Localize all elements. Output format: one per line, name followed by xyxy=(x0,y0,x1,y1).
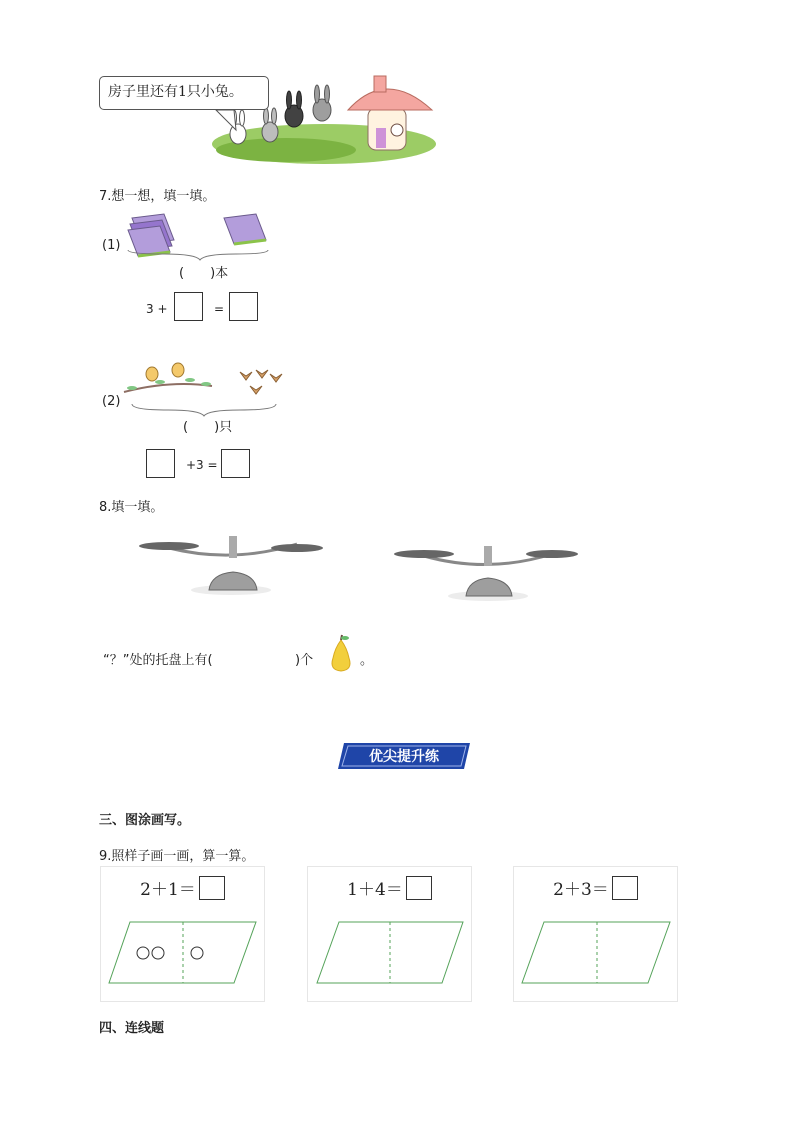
bird-icon xyxy=(146,367,158,381)
q9-equation-3: 2＋3＝ xyxy=(553,880,609,900)
q7-part1-label: (1) xyxy=(102,238,121,253)
circle xyxy=(137,947,149,959)
books-illustration xyxy=(124,210,274,262)
speech-bubble: 房子里还有1只小兔。 xyxy=(99,76,269,110)
q7-part1-unit: ( )本 xyxy=(179,266,229,281)
q7-part2-unit: ( )只 xyxy=(183,420,233,435)
q9-panel-2 xyxy=(307,866,472,1002)
q7-eq1-box2[interactable] xyxy=(229,292,258,321)
circle xyxy=(152,947,164,959)
q7-eq2-box2[interactable] xyxy=(221,449,250,478)
q7-title: 7.想一想，填一填。 xyxy=(99,189,216,204)
banner-title: 优尖提升练 xyxy=(369,749,439,765)
q7-eq2-mid: +3 = xyxy=(186,458,218,472)
q7-eq2-box1[interactable] xyxy=(146,449,175,478)
section4-heading: 四、连线题 xyxy=(99,1021,165,1036)
section3-heading: 三、图涂画写。 xyxy=(99,813,191,828)
pear-icon xyxy=(327,634,355,674)
q9-panel-1 xyxy=(100,866,265,1002)
q9-panel-3 xyxy=(513,866,678,1002)
q8-title: 8.填一填。 xyxy=(99,500,164,515)
q9-equation-1: 2＋1＝ xyxy=(140,880,196,900)
q7-eq1-box1[interactable] xyxy=(174,292,203,321)
q7-eq1-prefix: 3 + xyxy=(146,302,168,316)
book-icon xyxy=(224,214,266,244)
circle xyxy=(191,947,203,959)
q8-answer-end: 。 xyxy=(360,653,374,668)
q7-eq1-equals: = xyxy=(214,302,225,316)
birds-illustration xyxy=(120,358,285,418)
parallelogram xyxy=(522,922,670,983)
balance-scale-left xyxy=(135,532,335,598)
q8-answer-prefix: “？”处的托盘上有( xyxy=(103,653,213,668)
q7-part2-label: (2) xyxy=(102,394,121,409)
balance-scale-right xyxy=(390,544,590,604)
q9-equation-2: 1＋4＝ xyxy=(347,880,403,900)
q8-answer-suffix: )个 xyxy=(295,653,314,668)
q9-title: 9.照样子画一画，算一算。 xyxy=(99,849,255,864)
book-stack-icon xyxy=(128,214,174,256)
